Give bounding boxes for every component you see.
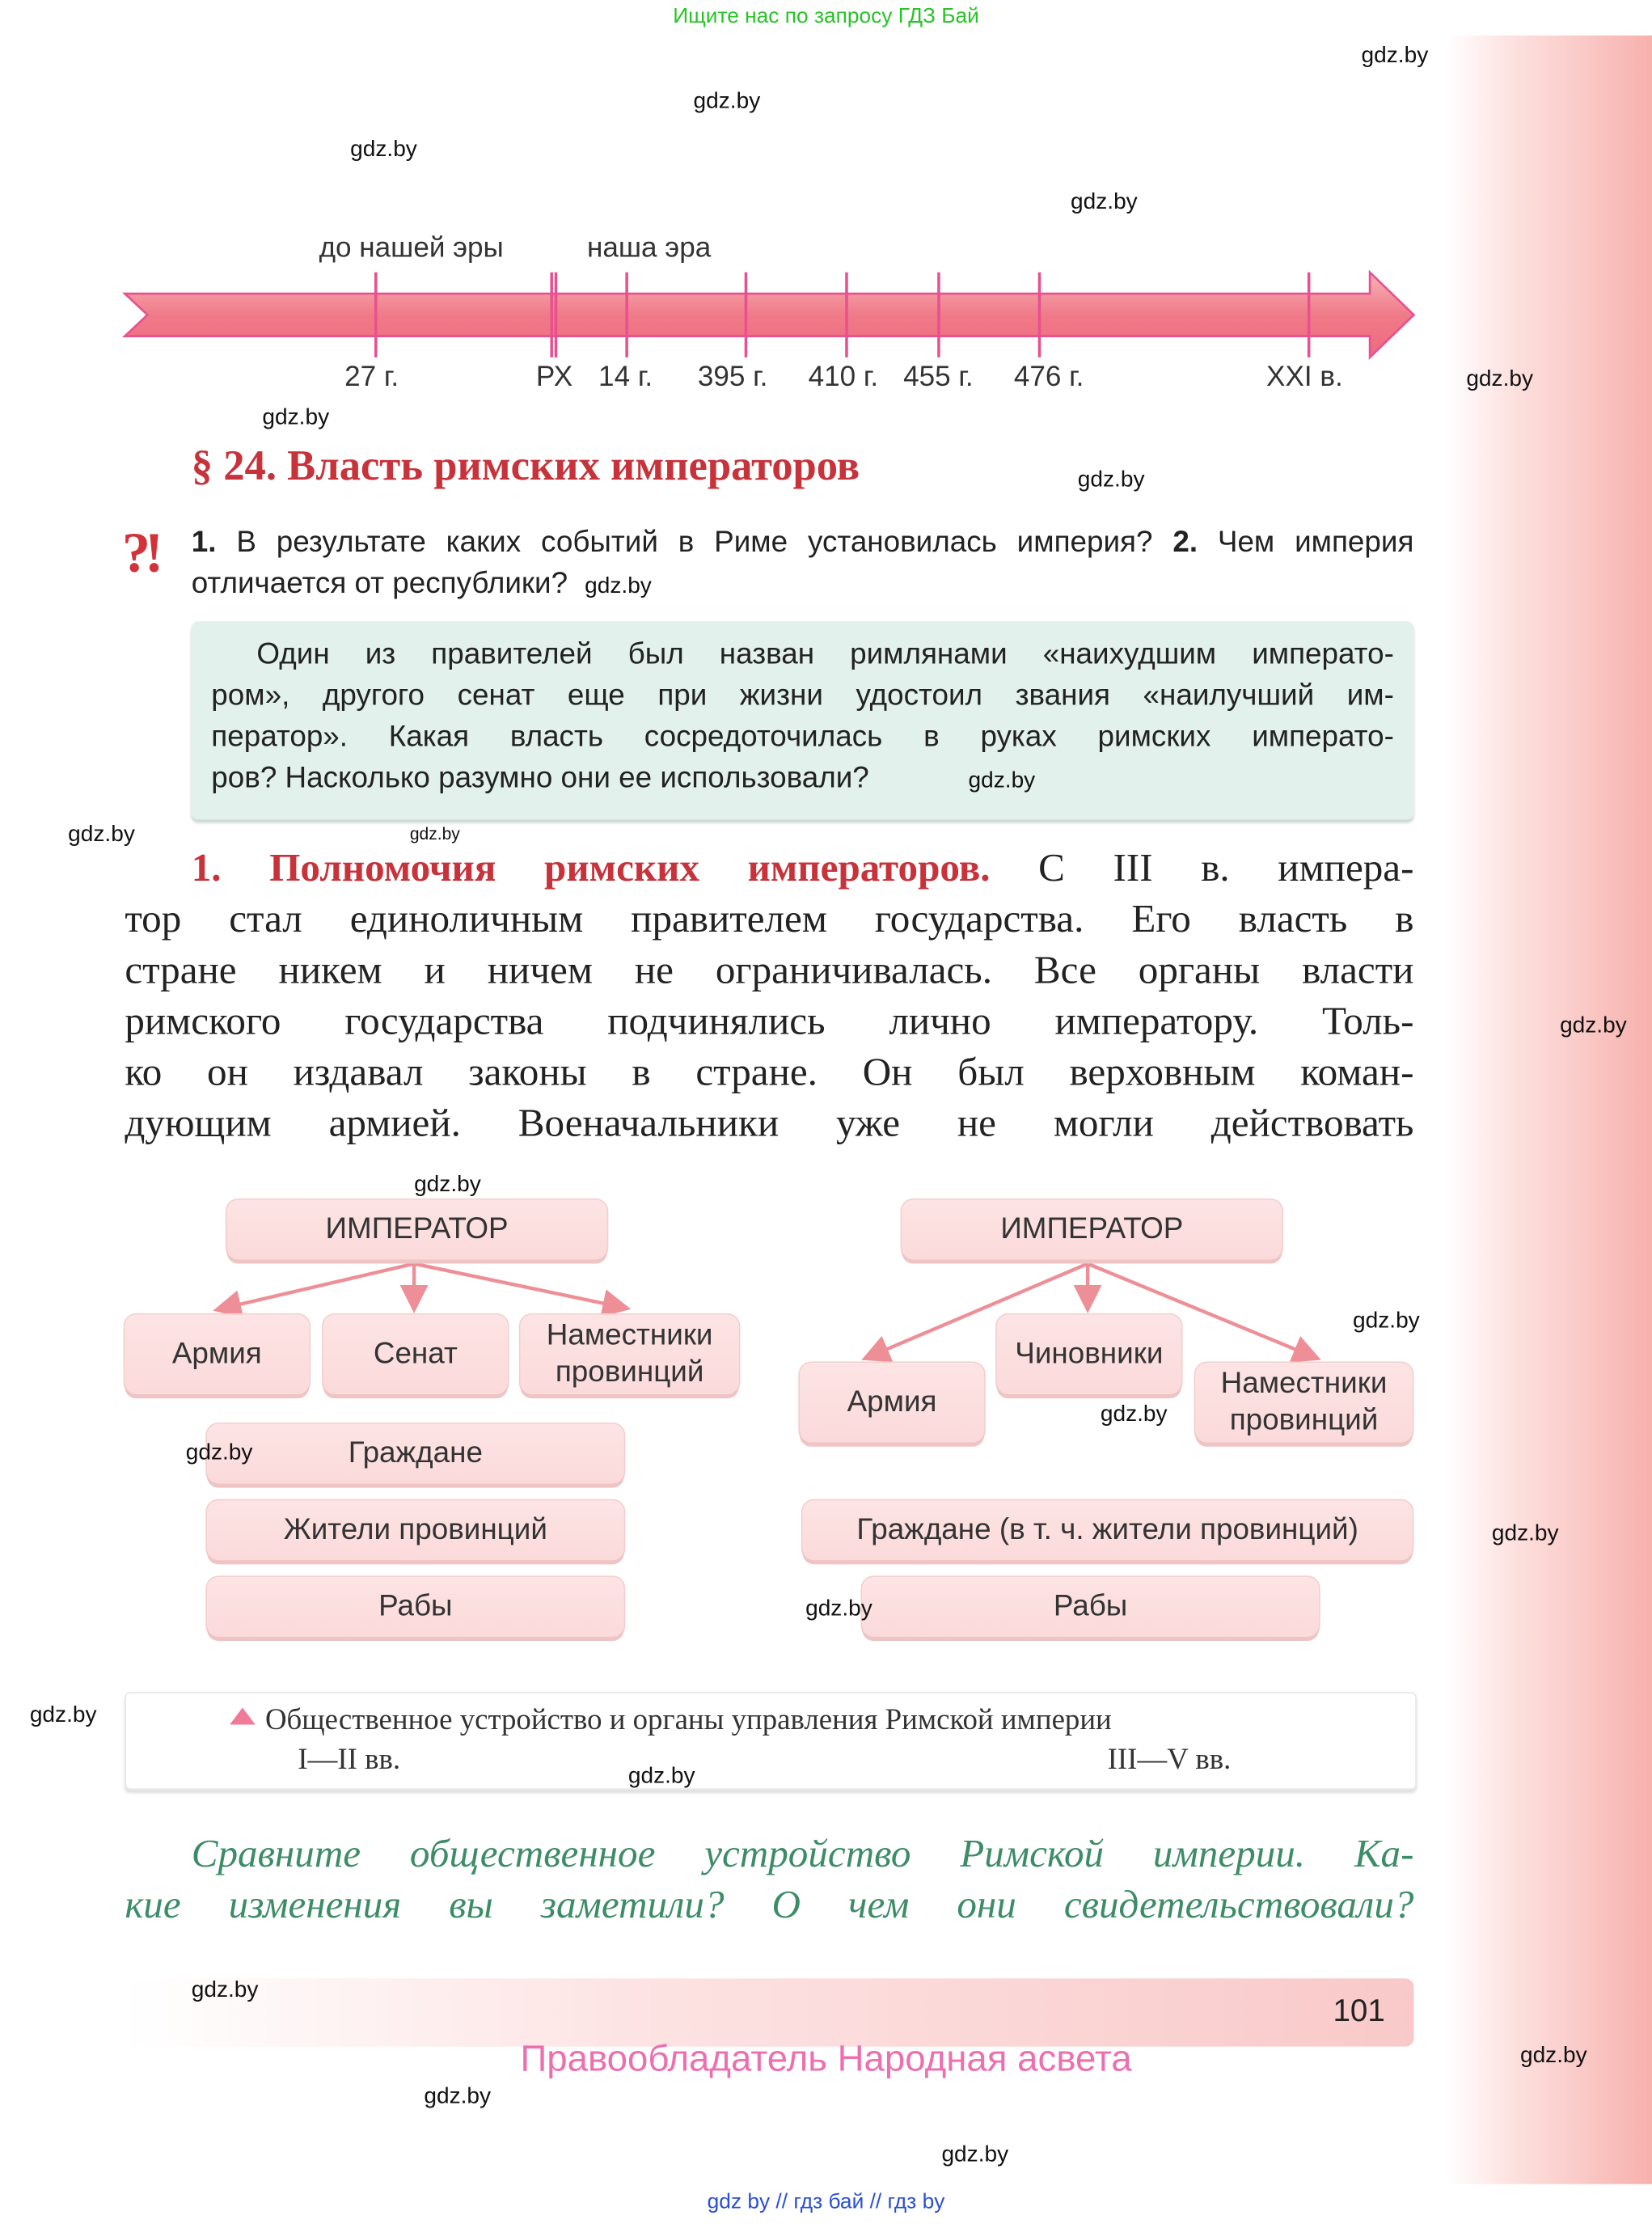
box-label: ИМПЕРАТОР	[325, 1212, 509, 1245]
timeline-mark: XXI в.	[1266, 362, 1343, 393]
timeline-mark: 14 г.	[598, 362, 653, 393]
box-label: Граждане	[348, 1436, 483, 1469]
box-label: Рабы	[378, 1589, 453, 1623]
timeline-mark: 455 г.	[903, 362, 974, 393]
para-line: стране никем и ничем не ограничивалась. Все органы власти	[125, 949, 1414, 993]
watermark: gdz.by	[1077, 467, 1145, 493]
intro-line: ператор». Какая власть сосредоточилась в руках римских императо-	[211, 720, 1394, 754]
question-number: 1.	[191, 526, 217, 559]
intro-line-text: ров? Насколько разумно они ее использовали?	[211, 761, 869, 795]
watermark: gdz.by	[1560, 1013, 1627, 1038]
bottom-links[interactable]: gdz by // гдз бай // гдз by	[707, 2189, 945, 2214]
watermark: gdz.by	[424, 2084, 492, 2109]
task-line: кие изменения вы заметили? О чем они свидетельствовали?	[125, 1883, 1414, 1928]
senate-box	[323, 1315, 508, 1394]
provincials-box	[207, 1500, 624, 1560]
era-before-label: до нашей эры	[319, 232, 504, 264]
top-banner: Ищите нас по запросу ГДЗ Бай	[673, 4, 979, 29]
watermark: gdz.by	[585, 574, 652, 599]
para-line: С III в. импера-	[990, 846, 1414, 891]
watermark: gdz.by	[262, 405, 330, 430]
citizens-box	[803, 1500, 1413, 1560]
watermark: gdz.by	[693, 89, 761, 114]
intro-line: Один из правителей был назван римлянами «наихудшим императо-	[256, 638, 1394, 671]
watermark: gdz.by	[1353, 1309, 1420, 1334]
timeline-mark: 410 г.	[808, 362, 879, 393]
triangle-marker-icon	[230, 1707, 256, 1724]
slaves-box	[207, 1577, 624, 1637]
governors-box	[521, 1315, 739, 1394]
governors-box	[1195, 1363, 1412, 1442]
caption-title: Общественное устройство и органы управления Римской империи	[264, 1702, 1112, 1736]
task-line: Сравните общественное устройство Римской империи. Ка-	[191, 1832, 1414, 1877]
page-number: 101	[1333, 1992, 1385, 2028]
slaves-box	[862, 1577, 1319, 1637]
officials-box	[997, 1315, 1181, 1394]
box-label: Рабы	[1053, 1589, 1128, 1623]
question-text: Чем империя отличается от республики?	[191, 526, 1414, 600]
timeline-mark: РХ	[535, 362, 573, 393]
copyright-notice: Правообладатель Народная асвета	[520, 2036, 1132, 2079]
watermark: gdz.by	[1491, 1521, 1559, 1546]
box-label: ИМПЕРАТОР	[1000, 1212, 1184, 1245]
question-icon: ?!	[121, 520, 158, 585]
task-text	[125, 1829, 1413, 1931]
watermark: gdz.by	[414, 1173, 481, 1198]
box-label: Наместники провинций	[1220, 1367, 1388, 1437]
watermark: gdz.by	[805, 1596, 872, 1621]
intro-line: ром», другого сенат еще при жизни удостоил звания «наилучший им-	[211, 679, 1394, 712]
watermark: gdz.by	[1361, 44, 1429, 69]
era-after-label: наша эра	[587, 232, 712, 264]
watermark: gdz.by	[191, 1978, 259, 2003]
para-line: тор стал единоличным правителем государства. Его власть в	[125, 898, 1414, 942]
para-line: римского государства подчинялись лично императору. Толь-	[125, 1000, 1414, 1044]
army-box	[125, 1315, 309, 1394]
watermark: gdz.by	[1100, 1402, 1168, 1427]
watermark: gdz.by	[409, 823, 460, 844]
box-label: Сенат	[373, 1337, 458, 1371]
question-number: 2.	[1172, 526, 1198, 559]
watermark: gdz.by	[350, 137, 417, 162]
box-label: Жители провинций	[283, 1513, 547, 1546]
box-label: Чиновники	[1015, 1337, 1164, 1371]
box-label: Наместники провинций	[546, 1318, 713, 1389]
watermark: gdz.by	[627, 1764, 695, 1789]
para-line: ко он издавал законы в стране. Он был верховным коман-	[125, 1051, 1414, 1095]
timeline-mark: 476 г.	[1013, 362, 1084, 393]
figure-caption	[125, 1692, 1417, 1790]
watermark: gdz.by	[185, 1440, 253, 1465]
caption-left: I—II вв.	[298, 1741, 401, 1776]
box-label: Граждане (в т. ч. жители провинций)	[856, 1513, 1358, 1546]
watermark: gdz.by	[68, 822, 135, 847]
army-box	[800, 1363, 984, 1442]
emperor-box	[902, 1200, 1282, 1260]
citizens-box	[207, 1424, 624, 1484]
watermark: gdz.by	[1519, 2044, 1587, 2068]
para-line: дующим армией. Военачальники уже не могли действовать	[125, 1101, 1414, 1146]
watermark: gdz.by	[968, 768, 1036, 793]
box-label: Армия	[847, 1385, 937, 1419]
watermark: gdz.by	[1071, 189, 1138, 214]
box-label: Армия	[171, 1337, 262, 1371]
caption-right: III—V вв.	[1107, 1741, 1232, 1776]
section-title: § 24. Власть римских императоров	[191, 442, 860, 490]
watermark: gdz.by	[941, 2142, 1009, 2167]
question-text: В результате каких событий в Риме установилась империя?	[216, 526, 1173, 559]
emperor-box	[227, 1200, 607, 1260]
watermark: gdz.by	[1466, 367, 1533, 392]
timeline-mark: 395 г.	[697, 362, 768, 393]
watermark: gdz.by	[29, 1703, 97, 1728]
subheading: 1. Полномочия римских императоров.	[191, 846, 991, 891]
timeline-mark: 27 г.	[344, 362, 399, 393]
